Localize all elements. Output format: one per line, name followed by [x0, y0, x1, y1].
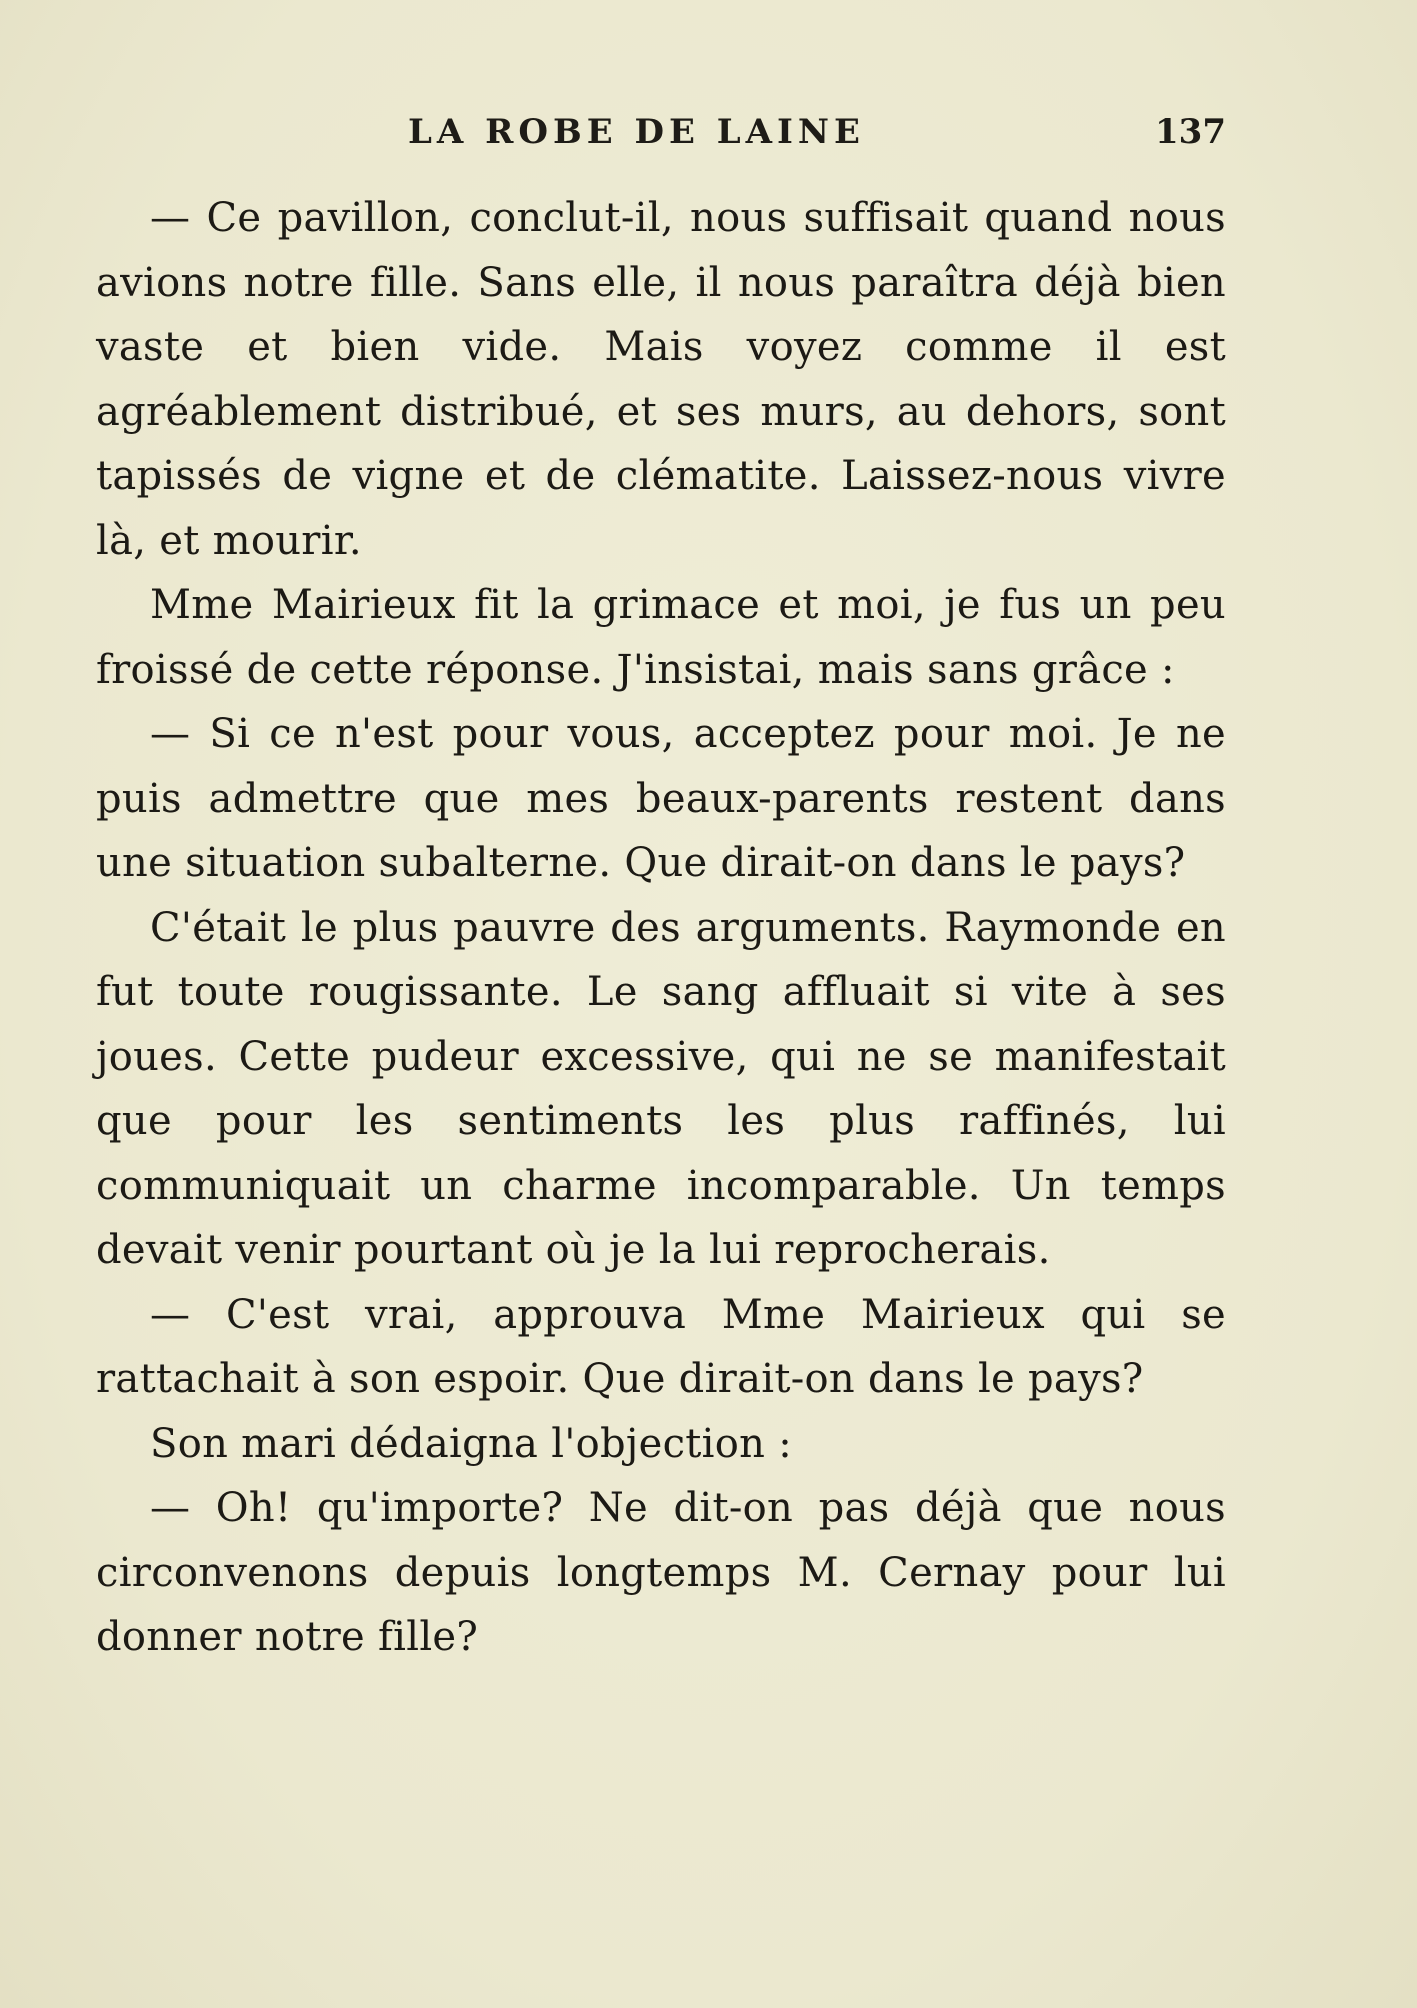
- running-title: LA ROBE DE LAINE: [408, 112, 865, 152]
- paragraph: — Si ce n'est pour vous, acceptez pour moi. Je ne puis admettre que mes beaux-parents restent dans une situation subalterne. Que dirait-on dans le pays?: [96, 711, 1226, 886]
- page-number: 137: [1155, 112, 1226, 152]
- paragraph: Mme Mairieux fit la grimace et moi, je fus un peu froissé de cette réponse. J'insistai, mais sans grâce :: [96, 582, 1226, 693]
- page-header: [96, 112, 1226, 160]
- paragraph: Son mari dédaigna l'objection :: [150, 1420, 792, 1467]
- paragraph: C'était le plus pauvre des arguments. Raymonde en fut toute rougissante. Le sang affluait si vite à ses joues. Cette pudeur excessive, qui ne se manifestait que pour les sentiments les plus raffinés, lui communiquait un charme incomparable. Un temps devait venir pourtant où je la lui reprocherais.: [96, 904, 1226, 1273]
- paragraph: — Oh! qu'importe? Ne dit-on pas déjà que nous circonvenons depuis longtemps M. Cernay pour lui donner notre fille?: [96, 1485, 1226, 1660]
- paragraph: — C'est vrai, approuva Mme Mairieux qui se rattachait à son espoir. Que dirait-on dans le pays?: [96, 1291, 1226, 1402]
- paragraph: — Ce pavillon, conclut-il, nous suffisait quand nous avions notre fille. Sans elle, il nous paraîtra déjà bien vaste et bien vide. Mais voyez comme il est agréablement distribué, et ses murs, au dehors, sont tapissés de vigne et de clématite. Laissez-nous vivre là, et mourir.: [96, 195, 1226, 564]
- body-text: [96, 186, 1226, 1670]
